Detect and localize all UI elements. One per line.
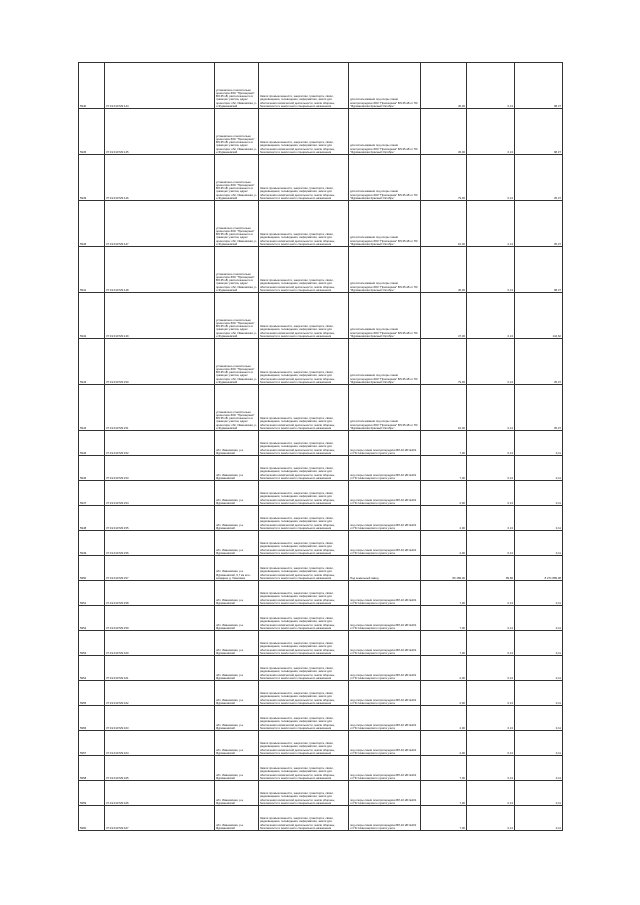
area-cell: 79,00 xyxy=(421,339,467,385)
category-cell: Земли промышленности, энергетики, транспорта, связи, радиовещания, телевидения, информатики, земли для обеспечения космической деятельности, земли обороны, безопасности и земли иного специального назначения xyxy=(259,631,349,656)
cadastral-number: 37:19:010729:146 xyxy=(105,155,215,201)
category-cell: Земли промышленности, энергетики, транспорта, связи, радиовещания, телевидения, информатики, земли для обеспечения космической деятельности, земли обороны, безопасности и земли иного специального назначения xyxy=(259,293,349,339)
cadastral-number: 37:19:010729:144 xyxy=(105,63,215,109)
area-cell: 7,00 xyxy=(421,606,467,631)
location-cell: установлено относительно ориентира ЗОК "Приозерная" ВЛ-35 кВ, расположенного в границах участка, адрес ориентира: обл. Ивановская, р-н Фурмановский xyxy=(215,63,259,109)
value-cell: 0,11 xyxy=(515,681,563,706)
rate-cell: 2,13 xyxy=(467,201,515,247)
table-body xyxy=(79,63,563,831)
area-cell: 16,00 xyxy=(421,201,467,247)
area-cell: 2,00 xyxy=(421,506,467,531)
category-cell: Земли промышленности, энергетики, транспорта, связи, радиовещания, телевидения, информатики, земли для обеспечения космической деятельности, земли обороны, безопасности и земли иного специального назначения xyxy=(259,456,349,481)
table-row xyxy=(79,781,563,806)
table-row xyxy=(79,806,563,831)
category-cell: Земли промышленности, энергетики, транспорта, связи, радиовещания, телевидения, информатики, земли для обеспечения космической деятельности, земли обороны, безопасности и земли иного специального назначения xyxy=(259,581,349,606)
location-cell: установлено относительно ориентира ЗОК "Приозерная" ВЛ-35 кВ, расположенного в границах участка, адрес ориентира: обл. Ивановская, р-н Фурмановский xyxy=(215,247,259,293)
permitted-use-cell: под опоры линии электропередачи ВЛ-10 кВ №101 от ПС Новоозерского пункта учета xyxy=(349,706,421,731)
cadastral-number: 37:19:010729:163 xyxy=(105,706,215,731)
category-cell: Земли промышленности, энергетики, транспорта, связи, радиовещания, телевидения, информатики, земли для обеспечения космической деятельности, земли обороны, безопасности и земли иного специального назначения xyxy=(259,556,349,581)
value-cell: 35,07 xyxy=(515,339,563,385)
location-cell: обл. Ивановская, р-н Фурмановский xyxy=(215,806,259,831)
location-cell: установлено относительно ориентира ЗОК "Приозерная" ВЛ-35 кВ, расположенного в границах участка, адрес ориентира: обл. Ивановская, р-н Фурмановский xyxy=(215,385,259,431)
row-number: 5945 xyxy=(79,109,105,155)
permitted-use-cell: для использования под опоры линии электропередачи ЗОК "Приозерная" ВЛ-35 кВ от ПС "Фурмановская Красный Октябрь" xyxy=(349,339,421,385)
category-cell: Земли промышленности, энергетики, транспорта, связи, радиовещания, телевидения, информатики, земли для обеспечения космической деятельности, земли обороны, безопасности и земли иного специального назначения xyxy=(259,63,349,109)
rate-cell: 0,13 xyxy=(467,806,515,831)
cadastral-number: 37:19:010729:147 xyxy=(105,201,215,247)
rate-cell: 0,13 xyxy=(467,706,515,731)
rate-cell: 0,13 xyxy=(467,756,515,781)
value-cell: 0,11 xyxy=(515,756,563,781)
row-number: 5950 xyxy=(79,556,105,581)
location-cell: обл. Ивановская, р-н Фурмановский xyxy=(215,756,259,781)
permitted-use-cell: Под земельный завод xyxy=(349,556,421,581)
location-cell: обл. Ивановская, р-н Фурмановский xyxy=(215,731,259,756)
cadastral-number: 37:19:010729:153 xyxy=(105,456,215,481)
location-cell: обл. Ивановская, р-н Фурмановский xyxy=(215,431,259,456)
cadastral-number: 37:19:010729:162 xyxy=(105,681,215,706)
permitted-use-cell: под опоры линии электропередачи ВЛ-10 кВ №101 от ПС Новоозерского пункта учета xyxy=(349,756,421,781)
row-number: 5955 xyxy=(79,681,105,706)
permitted-use-cell: под опоры линии электропередачи ВЛ-10 кВ №101 от ПС Новоозерского пункта учета xyxy=(349,806,421,831)
table-row xyxy=(79,506,563,531)
category-cell: Земли промышленности, энергетики, транспорта, связи, радиовещания, телевидения, информатики, земли для обеспечения космической деятельности, земли обороны, безопасности и земли иного специального назначения xyxy=(259,681,349,706)
area-cell: 7,00 xyxy=(421,431,467,456)
category-cell: Земли промышленности, энергетики, транспорта, связи, радиовещания, телевидения, информатики, земли для обеспечения космической деятельности, земли обороны, безопасности и земли иного специального назначения xyxy=(259,481,349,506)
category-cell: Земли промышленности, энергетики, транспорта, связи, радиовещания, телевидения, информатики, земли для обеспечения космической деятельности, земли обороны, безопасности и земли иного специального назначения xyxy=(259,247,349,293)
permitted-use-cell: под опоры линии электропередачи ВЛ-10 кВ №101 от ПС Новоозерского пункта учета xyxy=(349,656,421,681)
table-row xyxy=(79,155,563,201)
row-number: 5957 xyxy=(79,731,105,756)
rate-cell: 0,13 xyxy=(467,581,515,606)
area-cell: 2,00 xyxy=(421,706,467,731)
category-cell: Земли промышленности, энергетики, транспорта, связи, радиовещания, телевидения, информатики, земли для обеспечения космической деятельности, земли обороны, безопасности и земли иного специального назначения xyxy=(259,756,349,781)
table-row xyxy=(79,431,563,456)
area-cell: 7,00 xyxy=(421,756,467,781)
value-cell: 35,07 xyxy=(515,155,563,201)
location-cell: обл. Ивановская, р-н Фурмановский xyxy=(215,656,259,681)
rate-cell: 0,13 xyxy=(467,339,515,385)
value-cell: 0,11 xyxy=(515,606,563,631)
category-cell: Земли промышленности, энергетики, транспорта, связи, радиовещания, телевидения, информатики, земли для обеспечения космической деятельности, земли обороны, безопасности и земли иного специального назначения xyxy=(259,531,349,556)
rate-cell: 0,13 xyxy=(467,109,515,155)
category-cell: Земли промышленности, энергетики, транспорта, связи, радиовещания, телевидения, информатики, земли для обеспечения космической деятельности, земли обороны, безопасности и земли иного специального назначения xyxy=(259,201,349,247)
row-number: 5942 xyxy=(79,293,105,339)
area-cell: 16,00 xyxy=(421,385,467,431)
category-cell: Земли промышленности, энергетики, транспорта, связи, радиовещания, телевидения, информатики, земли для обеспечения космической деятельности, земли обороны, безопасности и земли иного специального назначения xyxy=(259,731,349,756)
row-number: 5941 xyxy=(79,247,105,293)
row-number: 5956 xyxy=(79,706,105,731)
area-cell: 47,00 xyxy=(421,293,467,339)
area-cell: 2,00 xyxy=(421,681,467,706)
rate-cell: 0,13 xyxy=(467,531,515,556)
cadastral-number: 37:19:010729:165 xyxy=(105,756,215,781)
table-row xyxy=(79,656,563,681)
value-cell: 0,11 xyxy=(515,481,563,506)
rate-cell: 0,13 xyxy=(467,781,515,806)
area-cell: 45,00 xyxy=(421,109,467,155)
location-cell: установлено относительно ориентира ЗОК "Приозерная" ВЛ-35 кВ, расположенного в границах участка, адрес ориентира: обл. Ивановская, р-н Фурмановский xyxy=(215,155,259,201)
location-cell: обл. Ивановская, р-н Фурмановский xyxy=(215,781,259,806)
rate-cell: 0,13 xyxy=(467,481,515,506)
area-cell: 7,00 xyxy=(421,581,467,606)
rate-cell: 0,13 xyxy=(467,293,515,339)
table-row xyxy=(79,247,563,293)
value-cell: 0,11 xyxy=(515,631,563,656)
row-number: 5944 xyxy=(79,385,105,431)
row-number: 5946 xyxy=(79,201,105,247)
cadastral-number: 37:19:010729:166 xyxy=(105,781,215,806)
table-row xyxy=(79,581,563,606)
category-cell: Земли промышленности, энергетики, транспорта, связи, радиовещания, телевидения, информатики, земли для обеспечения космической деятельности, земли обороны, безопасности и земли иного специального назначения xyxy=(259,706,349,731)
row-number: 5953 xyxy=(79,631,105,656)
table-row xyxy=(79,481,563,506)
table-row xyxy=(79,556,563,581)
permitted-use-cell: под опоры линии электропередачи ВЛ-10 кВ №101 от ПС Новоозерского пункта учета xyxy=(349,506,421,531)
rate-cell: 0,13 xyxy=(467,63,515,109)
category-cell: Земли промышленности, энергетики, транспорта, связи, радиовещания, телевидения, информатики, земли для обеспечения космической деятельности, земли обороны, безопасности и земли иного специального назначения xyxy=(259,806,349,831)
category-cell: Земли промышленности, энергетики, транспорта, связи, радиовещания, телевидения, информатики, земли для обеспечения космической деятельности, земли обороны, безопасности и земли иного специального назначения xyxy=(259,606,349,631)
value-cell: 8 271 889,38 xyxy=(515,556,563,581)
area-cell: 2,00 xyxy=(421,531,467,556)
table-row xyxy=(79,731,563,756)
table-row xyxy=(79,631,563,656)
table-row xyxy=(79,63,563,109)
location-cell: обл. Ивановская, р-н Фурмановский xyxy=(215,456,259,481)
row-number: 5940 xyxy=(79,63,105,109)
rate-cell: 0,13 xyxy=(467,681,515,706)
cadastral-number: 37:19:010729:156 xyxy=(105,531,215,556)
permitted-use-cell: под опоры линии электропередачи ВЛ-10 кВ №101 от ПС Новоозерского пункта учета xyxy=(349,781,421,806)
location-cell: обл. Ивановская, р-н Фурмановский xyxy=(215,481,259,506)
category-cell: Земли промышленности, энергетики, транспорта, связи, радиовещания, телевидения, информатики, земли для обеспечения космической деятельности, земли обороны, безопасности и земли иного специального назначения xyxy=(259,506,349,531)
area-cell: 7,00 xyxy=(421,781,467,806)
value-cell: 0,11 xyxy=(515,506,563,531)
location-cell: установлено относительно ориентира ЗОК "Приозерная" ВЛ-35 кВ, расположенного в границах участка, адрес ориентира: обл. Ивановская, р-н Фурмановский xyxy=(215,293,259,339)
area-cell: 45,00 xyxy=(421,63,467,109)
value-cell: 0,11 xyxy=(515,581,563,606)
row-number: 5947 xyxy=(79,481,105,506)
cadastral-number: 37:19:010729:151 xyxy=(105,385,215,431)
value-cell: 0,11 xyxy=(515,781,563,806)
rate-cell: 0,13 xyxy=(467,656,515,681)
table-row xyxy=(79,681,563,706)
location-cell: обл. Ивановская, р-н Фурмановский xyxy=(215,581,259,606)
value-cell: 98,37 xyxy=(515,63,563,109)
cadastral-table-page xyxy=(78,62,562,831)
table-row xyxy=(79,531,563,556)
category-cell: Земли промышленности, энергетики, транспорта, связи, радиовещания, телевидения, информатики, земли для обеспечения космической деятельности, земли обороны, безопасности и земли иного специального назначения xyxy=(259,385,349,431)
cadastral-number: 37:19:010729:154 xyxy=(105,481,215,506)
permitted-use-cell: для использования под опоры линии электропередачи ЗОК "Приозерная" ВЛ-35 кВ от ПС "Фурмановская Красный Октябрь" xyxy=(349,247,421,293)
value-cell: 0,11 xyxy=(515,456,563,481)
area-cell: 2,00 xyxy=(421,481,467,506)
row-number: 5948 xyxy=(79,506,105,531)
area-cell: 7,00 xyxy=(421,806,467,831)
area-cell: 7,00 xyxy=(421,456,467,481)
rate-cell: 0,13 xyxy=(467,606,515,631)
location-cell: обл. Ивановская, р-н Фурмановский, 0,7 км юго-западнее д. Хмелинка xyxy=(215,556,259,581)
rate-cell: 0,13 xyxy=(467,731,515,756)
row-number: 5958 xyxy=(79,756,105,781)
value-cell: 98,37 xyxy=(515,247,563,293)
permitted-use-cell: для использования под опоры линии электропередачи ЗОК "Приозерная" ВЛ-35 кВ от ПС "Фурмановская Красный Октябрь" xyxy=(349,155,421,201)
cadastral-number: 37:19:010729:157 xyxy=(105,556,215,581)
value-cell: 35,07 xyxy=(515,201,563,247)
table-row xyxy=(79,756,563,781)
cadastral-number: 37:19:010729:150 xyxy=(105,339,215,385)
rate-cell: 0,13 xyxy=(467,385,515,431)
location-cell: обл. Ивановская, р-н Фурмановский xyxy=(215,506,259,531)
permitted-use-cell: под опоры линии электропередачи ВЛ-10 кВ №101 от ПС Новоозерского пункта учета xyxy=(349,581,421,606)
permitted-use-cell: для использования под опоры линии электропередачи ЗОК "Приозерная" ВЛ-35 кВ от ПС "Фурмановская Красный Октябрь" xyxy=(349,293,421,339)
rate-cell: 0,13 xyxy=(467,431,515,456)
cadastral-number: 37:19:010729:164 xyxy=(105,731,215,756)
cadastral-number: 37:19:010729:158 xyxy=(105,581,215,606)
location-cell: обл. Ивановская, р-н Фурмановский xyxy=(215,706,259,731)
value-cell: 0,11 xyxy=(515,806,563,831)
value-cell: 142,62 xyxy=(515,293,563,339)
table-row xyxy=(79,606,563,631)
permitted-use-cell: для использования под опоры линии электропередачи ЗОК "Приозерная" ВЛ-35 кВ от ПС "Фурмановская Красный Октябрь" xyxy=(349,385,421,431)
cadastral-number: 37:19:010729:148 xyxy=(105,247,215,293)
permitted-use-cell: под опоры линии электропередачи ВЛ-10 кВ №101 от ПС Новоозерского пункта учета xyxy=(349,606,421,631)
location-cell: обл. Ивановская, р-н Фурмановский xyxy=(215,606,259,631)
cadastral-table xyxy=(78,62,563,831)
table-row xyxy=(79,456,563,481)
value-cell: 0,11 xyxy=(515,431,563,456)
area-cell: 79,00 xyxy=(421,155,467,201)
area-cell: 7,00 xyxy=(421,631,467,656)
value-cell: 0,11 xyxy=(515,731,563,756)
row-number: 5949 xyxy=(79,531,105,556)
permitted-use-cell: под опоры линии электропередачи ВЛ-10 кВ №101 от ПС Новоозерского пункта учета xyxy=(349,456,421,481)
row-number: 5943 xyxy=(79,339,105,385)
cadastral-number: 37:19:010729:167 xyxy=(105,806,215,831)
permitted-use-cell: под опоры линии электропередачи ВЛ-10 кВ №101 от ПС Новоозерского пункта учета xyxy=(349,731,421,756)
permitted-use-cell: для использования под опоры линии электропередачи ЗОК "Приозерная" ВЛ-35 кВ от ПС "Фурмановская Красный Октябрь" xyxy=(349,201,421,247)
location-cell: обл. Ивановская, р-н Фурмановский xyxy=(215,631,259,656)
row-number: 5939 xyxy=(79,155,105,201)
category-cell: Земли промышленности, энергетики, транспорта, связи, радиовещания, телевидения, информатики, земли для обеспечения космической деятельности, земли обороны, безопасности и земли иного специального назначения xyxy=(259,339,349,385)
category-cell: Земли промышленности, энергетики, транспорта, связи, радиовещания, телевидения, информатики, земли для обеспечения космической деятельности, земли обороны, безопасности и земли иного специального назначения xyxy=(259,431,349,456)
permitted-use-cell: под опоры линии электропередачи ВЛ-10 кВ №101 от ПС Новоозерского пункта учета xyxy=(349,531,421,556)
rate-cell: 0,13 xyxy=(467,506,515,531)
cadastral-number: 37:19:010729:155 xyxy=(105,506,215,531)
rate-cell: 0,13 xyxy=(467,631,515,656)
row-number: 5959 xyxy=(79,781,105,806)
cadastral-number: 37:19:010729:161 xyxy=(105,656,215,681)
category-cell: Земли промышленности, энергетики, транспорта, связи, радиовещания, телевидения, информатики, земли для обеспечения космической деятельности, земли обороны, безопасности и земли иного специального назначения xyxy=(259,155,349,201)
row-number: 5954 xyxy=(79,656,105,681)
cadastral-number: 37:19:010729:160 xyxy=(105,631,215,656)
location-cell: обл. Ивановская, р-н Фурмановский xyxy=(215,681,259,706)
location-cell: установлено относительно ориентира ЗОК "Приозерная" ВЛ-35 кВ, расположенного в границах участка, адрес ориентира: обл. Ивановская, р-н Фурмановский xyxy=(215,109,259,155)
value-cell: 98,37 xyxy=(515,109,563,155)
value-cell: 35,07 xyxy=(515,385,563,431)
row-number: 5945 xyxy=(79,456,105,481)
cadastral-number: 37:19:010729:159 xyxy=(105,606,215,631)
table-row xyxy=(79,339,563,385)
value-cell: 0,11 xyxy=(515,656,563,681)
row-number: 5952 xyxy=(79,606,105,631)
cadastral-number: 37:19:010729:152 xyxy=(105,431,215,456)
table-row xyxy=(79,706,563,731)
cadastral-number: 37:19:010729:145 xyxy=(105,109,215,155)
table-row xyxy=(79,385,563,431)
rate-cell: 0,13 xyxy=(467,247,515,293)
row-number: 5946 xyxy=(79,431,105,456)
permitted-use-cell: под опоры линии электропередачи ВЛ-10 кВ №101 от ПС Новоозерского пункта учета xyxy=(349,431,421,456)
permitted-use-cell: для использования под опоры линии электропередачи ЗОК "Приозерная" ВЛ-35 кВ от ПС "Фурмановская Красный Октябрь" xyxy=(349,63,421,109)
rate-cell: 0,13 xyxy=(467,456,515,481)
area-cell: 2,00 xyxy=(421,656,467,681)
rate-cell: 89,86 xyxy=(467,556,515,581)
cadastral-number: 37:19:010729:149 xyxy=(105,293,215,339)
location-cell: установлено относительно ориентира ЗОК "Приозерная" ВЛ-35 кВ, расположенного в границах участка, адрес ориентира: обл. Ивановская, р-н Фурмановский xyxy=(215,339,259,385)
permitted-use-cell: для использования под опоры линии электропередачи ЗОК "Приозерная" ВЛ-35 кВ от ПС "Фурмановская Красный Октябрь" xyxy=(349,109,421,155)
category-cell: Земли промышленности, энергетики, транспорта, связи, радиовещания, телевидения, информатики, земли для обеспечения космической деятельности, земли обороны, безопасности и земли иного специального назначения xyxy=(259,781,349,806)
table-row xyxy=(79,293,563,339)
row-number: 5960 xyxy=(79,806,105,831)
permitted-use-cell: под опоры линии электропередачи ВЛ-10 кВ №101 от ПС Новоозерского пункта учета xyxy=(349,631,421,656)
permitted-use-cell: под опоры линии электропередачи ВЛ-10 кВ №101 от ПС Новоозерского пункта учета xyxy=(349,481,421,506)
category-cell: Земли промышленности, энергетики, транспорта, связи, радиовещания, телевидения, информатики, земли для обеспечения космической деятельности, земли обороны, безопасности и земли иного специального назначения xyxy=(259,656,349,681)
rate-cell: 0,13 xyxy=(467,155,515,201)
table-row xyxy=(79,109,563,155)
table-row xyxy=(79,201,563,247)
location-cell: установлено относительно ориентира ЗОК "Приозерная" ВЛ-35 кВ, расположенного в границах участка, адрес ориентира: обл. Ивановская, р-н Фурмановский xyxy=(215,201,259,247)
permitted-use-cell: под опоры линии электропередачи ВЛ-10 кВ №101 от ПС Новоозерского пункта учета xyxy=(349,681,421,706)
area-cell: 45,00 xyxy=(421,247,467,293)
area-cell: 86 189,00 xyxy=(421,556,467,581)
category-cell: Земли промышленности, энергетики, транспорта, связи, радиовещания, телевидения, информатики, земли для обеспечения космической деятельности, земли обороны, безопасности и земли иного специального назначения xyxy=(259,109,349,155)
row-number: 5951 xyxy=(79,581,105,606)
area-cell: 2,00 xyxy=(421,731,467,756)
value-cell: 0,11 xyxy=(515,531,563,556)
value-cell: 0,11 xyxy=(515,706,563,731)
location-cell: обл. Ивановская, р-н Фурмановский xyxy=(215,531,259,556)
